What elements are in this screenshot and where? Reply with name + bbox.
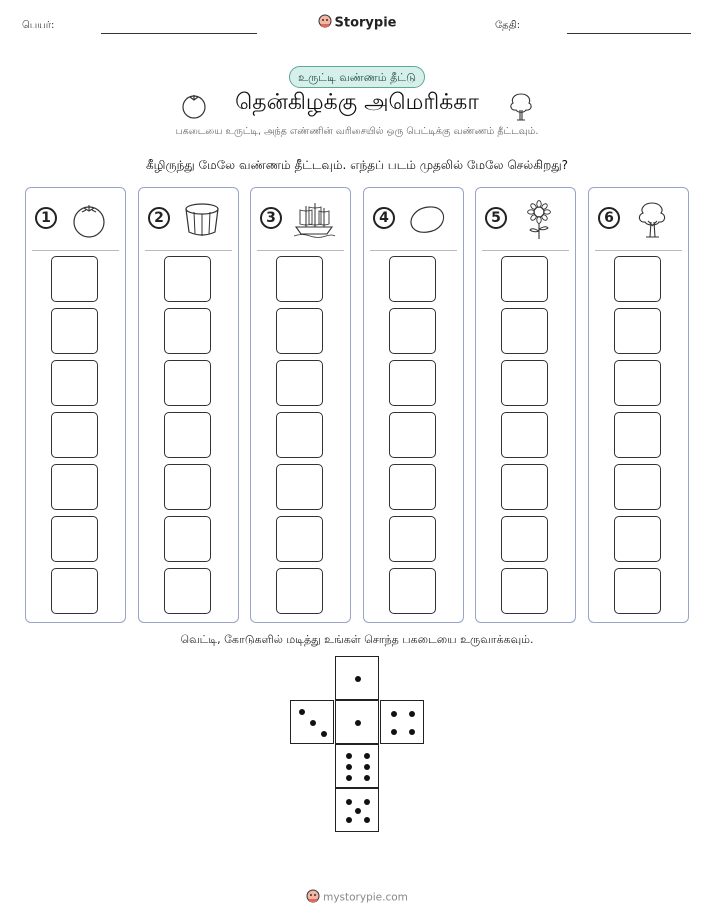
dice-pip xyxy=(346,799,352,805)
dice-face-3 xyxy=(290,700,334,744)
color-box[interactable] xyxy=(51,412,98,458)
dice-pip xyxy=(321,731,327,737)
column-number: 2 xyxy=(148,207,170,229)
color-box[interactable] xyxy=(389,568,436,614)
potato-icon xyxy=(405,200,449,240)
storypie-footer-logo-icon xyxy=(306,888,320,907)
color-box[interactable] xyxy=(501,412,548,458)
dice-pip xyxy=(391,729,397,735)
color-box[interactable] xyxy=(51,516,98,562)
cut-instruction: வெட்டி, கோடுகளில் மடித்து உங்கள் சொந்த பகடையை உருவாக்கவும். xyxy=(180,633,534,646)
color-box[interactable] xyxy=(164,568,211,614)
column-number: 5 xyxy=(485,207,507,229)
color-box[interactable] xyxy=(389,360,436,406)
dice-face-5 xyxy=(335,788,379,832)
column-divider xyxy=(257,250,344,251)
color-box[interactable] xyxy=(276,308,323,354)
column-6 xyxy=(588,187,689,623)
column-3 xyxy=(250,187,351,623)
ship-icon xyxy=(292,200,336,240)
dice-pip xyxy=(310,720,316,726)
color-box[interactable] xyxy=(164,464,211,510)
color-box[interactable] xyxy=(614,412,661,458)
dice-pip xyxy=(364,799,370,805)
color-box[interactable] xyxy=(389,516,436,562)
column-number: 3 xyxy=(260,207,282,229)
brand xyxy=(0,13,714,33)
column-4 xyxy=(363,187,464,623)
color-box[interactable] xyxy=(614,516,661,562)
color-box[interactable] xyxy=(276,360,323,406)
name-line xyxy=(101,33,257,34)
color-box[interactable] xyxy=(389,464,436,510)
color-box[interactable] xyxy=(51,256,98,302)
color-box[interactable] xyxy=(501,568,548,614)
color-box[interactable] xyxy=(501,360,548,406)
date-label: தேதி: xyxy=(495,20,521,31)
tomato-icon xyxy=(67,200,111,240)
color-box[interactable] xyxy=(614,568,661,614)
dice-pip xyxy=(346,817,352,823)
color-box[interactable] xyxy=(51,360,98,406)
activity-badge: உருட்டி வண்ணம் தீட்டு xyxy=(289,66,425,88)
page-title: தென்கிழக்கு அமெரிக்கா xyxy=(235,90,479,115)
dice-pip xyxy=(391,711,397,717)
color-box[interactable] xyxy=(389,308,436,354)
color-box[interactable] xyxy=(51,568,98,614)
dice-face-1 xyxy=(335,656,379,700)
dice-net xyxy=(290,656,424,834)
dice-pip xyxy=(299,709,305,715)
dice-face-1 xyxy=(335,700,379,744)
sunflower-icon xyxy=(517,200,561,240)
color-box[interactable] xyxy=(164,308,211,354)
dice-pip xyxy=(409,729,415,735)
dice-face-6 xyxy=(335,744,379,788)
color-box[interactable] xyxy=(501,256,548,302)
color-box[interactable] xyxy=(501,516,548,562)
dice-pip xyxy=(346,764,352,770)
color-box[interactable] xyxy=(389,412,436,458)
storypie-logo-icon xyxy=(318,13,332,33)
color-box[interactable] xyxy=(276,412,323,458)
footer-url: mystorypie.com xyxy=(323,891,408,904)
column-1 xyxy=(25,187,126,623)
tree-icon xyxy=(506,90,536,122)
color-box[interactable] xyxy=(164,412,211,458)
dice-pip xyxy=(346,753,352,759)
color-box[interactable] xyxy=(164,516,211,562)
dice-pip xyxy=(364,775,370,781)
dice-pip xyxy=(355,808,361,814)
color-box[interactable] xyxy=(276,568,323,614)
footer xyxy=(0,888,714,907)
dice-pip xyxy=(355,676,361,682)
column-divider xyxy=(482,250,569,251)
color-box[interactable] xyxy=(614,308,661,354)
column-divider xyxy=(32,250,119,251)
column-number: 6 xyxy=(598,207,620,229)
dice-pip xyxy=(364,764,370,770)
dice-pip xyxy=(355,720,361,726)
instruction-text: பகடையை உருட்டி, அந்த எண்ணின் வரிசையில் ஒரு பெட்டிக்கு வண்ணம் தீட்டவும். xyxy=(175,126,539,137)
column-number: 1 xyxy=(35,207,57,229)
color-box[interactable] xyxy=(389,256,436,302)
dice-pip xyxy=(364,817,370,823)
color-box[interactable] xyxy=(501,464,548,510)
question-text: கீழிருந்து மேலே வண்ணம் தீட்டவும். எந்தப் படம் முதலில் மேலே செல்கிறது? xyxy=(145,158,569,172)
dice-face-4 xyxy=(380,700,424,744)
tree-icon xyxy=(630,200,674,240)
column-2 xyxy=(138,187,239,623)
color-box[interactable] xyxy=(614,464,661,510)
color-box[interactable] xyxy=(614,360,661,406)
column-divider xyxy=(595,250,682,251)
column-divider xyxy=(145,250,232,251)
column-5 xyxy=(475,187,576,623)
color-box[interactable] xyxy=(614,256,661,302)
drum-icon xyxy=(180,200,224,240)
color-box[interactable] xyxy=(51,464,98,510)
color-box[interactable] xyxy=(276,516,323,562)
color-box[interactable] xyxy=(164,256,211,302)
dice-pip xyxy=(364,753,370,759)
column-number: 4 xyxy=(373,207,395,229)
dice-pip xyxy=(409,711,415,717)
color-box[interactable] xyxy=(164,360,211,406)
color-box[interactable] xyxy=(501,308,548,354)
color-box[interactable] xyxy=(276,256,323,302)
column-divider xyxy=(370,250,457,251)
date-line xyxy=(567,33,691,34)
name-label: பெயர்: xyxy=(22,20,55,31)
color-box[interactable] xyxy=(276,464,323,510)
brand-name: Storypie xyxy=(334,15,397,31)
color-box[interactable] xyxy=(51,308,98,354)
dice-pip xyxy=(346,775,352,781)
